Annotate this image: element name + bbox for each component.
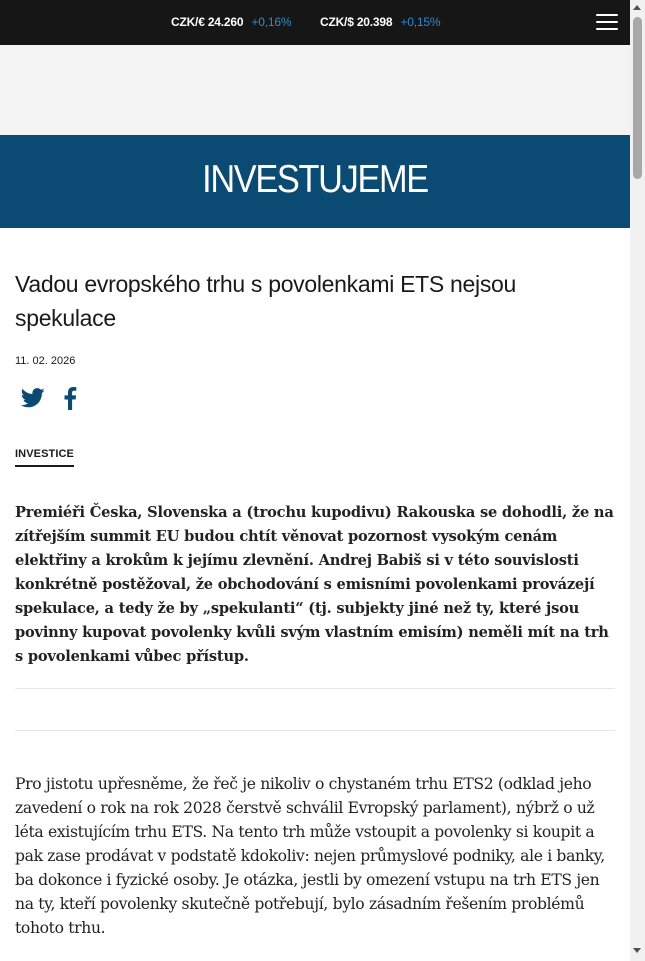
divider [15,730,615,731]
rate-usd-change: +0,15% [400,15,441,29]
scrollbar-thumb[interactable] [633,17,642,179]
twitter-icon[interactable] [21,388,45,408]
currency-ticker-bar [0,0,630,45]
rate-czk-eur [171,15,291,29]
rate-usd-label: CZK/$ [320,15,354,29]
divider [15,688,615,689]
ad-placeholder [0,45,630,135]
scroll-up-arrow-icon[interactable] [633,5,641,10]
rate-eur-value: 24.260 [207,15,244,29]
article-date: 11. 02. 2026 [15,355,76,367]
site-logo[interactable]: INVESTUJEME [202,158,428,201]
article-perex: Premiéři Česka, Slovenska a (trochu kupodivu) Rakouska se dohodli, že na zítřejším summit EU budou chtít věnovat pozornost vysokým cenám elektřiny a krokům k jejímu zlevnění. Andrej Babiš si v této souvislosti konkrétně postěžoval, že obchodování s emisními povolenkami provázejí spekulace, a tedy že by „spekulanti“ (tj. subjekty jiné než ty, které jsou povinny kupovat povolenky kvůli svým vlastním emisím) neměli mít na trh s povolenkami vůbec přístup. [15,504,614,665]
article-title: Vadou evropského trhu s povolenkami ETS nejsou spekulace [15,271,517,331]
rate-eur-label: CZK/€ [171,15,205,29]
vertical-scrollbar[interactable] [630,0,645,961]
rate-eur-change: +0,16% [251,15,292,29]
rate-usd-value: 20.398 [356,15,393,29]
scroll-down-arrow-icon[interactable] [633,948,641,953]
rate-czk-usd [320,15,440,29]
facebook-icon[interactable] [63,387,77,410]
hamburger-icon[interactable] [596,13,618,31]
category-tag-link[interactable]: INVESTICE [15,448,74,467]
article-paragraph: Pro jistotu upřesněme, že řeč je nikoliv o chystaném trhu ETS2 (odklad jeho zavedení o rok na rok 2028 čerstvě schválil Evropský parlament), nýbrž o už léta existujícím trhu ETS. Na tento trh může vstoupit a povolenky si koupit a pak zase prodávat v podstatě kdokoliv: nejen průmyslové podniky, ale i banky, ba dokonce i fyzické osoby. Je otázka, jestli by omezení vstupu na trh ETS jen na ty, kteří povolenky skutečně potřebují, bylo zásadním řešením problémů tohoto trhu. [15,775,605,937]
